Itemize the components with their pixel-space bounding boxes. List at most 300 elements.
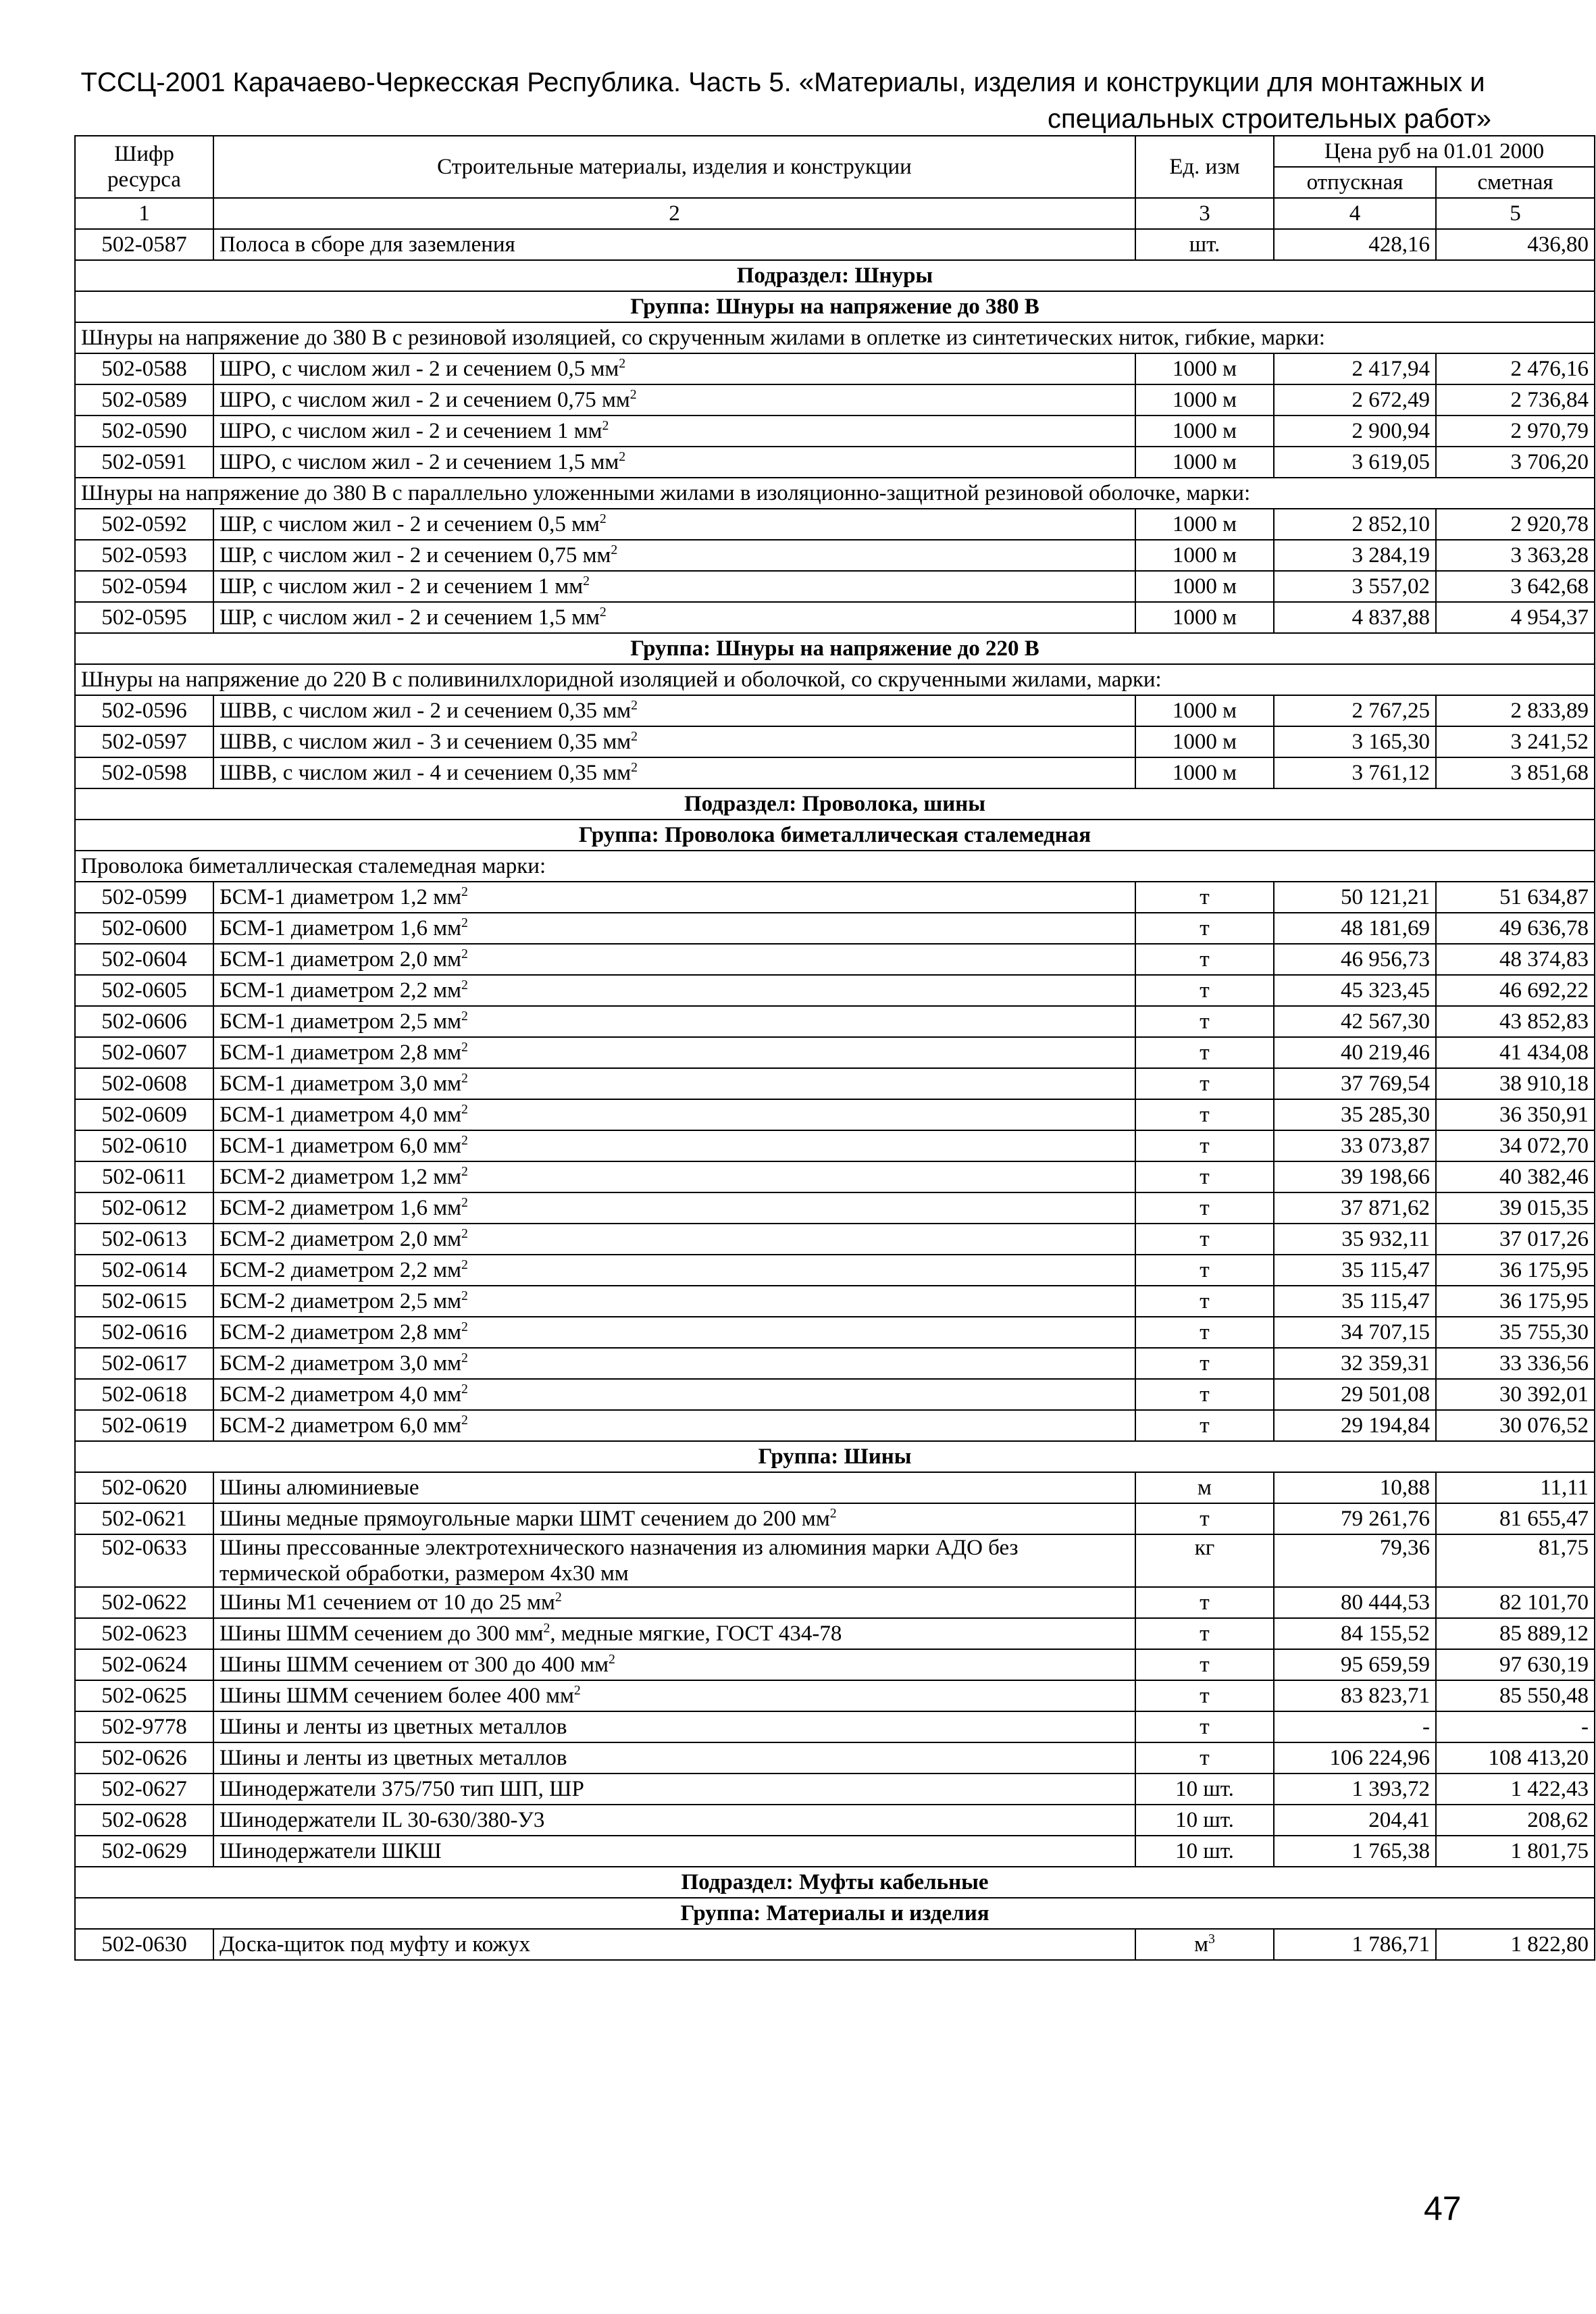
unit-of-measure (1135, 913, 1274, 944)
unit-of-measure (1135, 1711, 1274, 1742)
col-index-1: 1 (75, 198, 213, 229)
material-name (213, 1929, 1135, 1960)
material-name-text: ШВВ, с числом жил - 3 и сечением 0,35 мм (220, 730, 632, 754)
table-row (75, 1317, 1595, 1348)
resource-code: 502-0597 (75, 726, 213, 757)
unit-of-measure (1135, 1099, 1274, 1130)
table-row (75, 1255, 1595, 1286)
estimate-price: 2 476,16 (1436, 353, 1595, 384)
unit-of-measure (1135, 229, 1274, 260)
release-price: 40 219,46 (1274, 1037, 1436, 1068)
table-row (75, 1680, 1595, 1711)
release-price: 95 659,59 (1274, 1649, 1436, 1680)
unit-of-measure (1135, 602, 1274, 633)
unit-superscript: 2 (543, 1621, 550, 1636)
unit-superscript: 2 (461, 1288, 468, 1303)
unit-text: 1000 м (1172, 730, 1237, 754)
release-price: 48 181,69 (1274, 913, 1436, 944)
unit-of-measure (1135, 416, 1274, 447)
table-row (75, 1410, 1595, 1441)
release-price: 35 115,47 (1274, 1255, 1436, 1286)
release-price: 35 932,11 (1274, 1224, 1436, 1255)
table-row (75, 571, 1595, 602)
unit-text: 1000 м (1172, 512, 1237, 536)
unit-text: т (1200, 947, 1210, 972)
table-row (75, 353, 1595, 384)
material-name-text: БСМ-2 диаметром 6,0 мм (220, 1413, 462, 1438)
unit-of-measure (1135, 353, 1274, 384)
table-row (75, 1774, 1595, 1805)
material-name-text: БСМ-2 диаметром 2,0 мм (220, 1227, 462, 1251)
unit-text: 1000 м (1172, 605, 1237, 630)
unit-of-measure (1135, 1680, 1274, 1711)
unit-text: т (1200, 1621, 1210, 1646)
group-title: Группа: Проволока биметаллическая сталемедная (75, 820, 1595, 851)
unit-of-measure (1135, 1774, 1274, 1805)
unit-text: шт. (1189, 232, 1220, 257)
material-name-text: ШР, с числом жил - 2 и сечением 0,5 мм (220, 512, 600, 536)
group-row (75, 1441, 1595, 1472)
release-price: 34 707,15 (1274, 1317, 1436, 1348)
resource-code: 502-0628 (75, 1805, 213, 1836)
table-row (75, 384, 1595, 416)
unit-of-measure (1135, 1742, 1274, 1774)
unit-text: 10 шт. (1175, 1808, 1234, 1832)
unit-superscript: 2 (461, 1195, 468, 1210)
col-header-estimate: сметная (1436, 167, 1595, 198)
material-name-text: БСМ-1 диаметром 3,0 мм (220, 1072, 462, 1096)
material-name (213, 602, 1135, 633)
subsection-row (75, 1867, 1595, 1898)
estimate-price: 436,80 (1436, 229, 1595, 260)
release-price: 50 121,21 (1274, 882, 1436, 913)
release-price: 2 900,94 (1274, 416, 1436, 447)
table-row (75, 602, 1595, 633)
group-description: Шнуры на напряжение до 220 В с поливинилхлоридной изоляцией и оболочкой, со скрученными жилами, марки: (75, 664, 1595, 695)
material-name (213, 1130, 1135, 1161)
material-name-text: БСМ-2 диаметром 2,2 мм (220, 1258, 462, 1282)
material-name (213, 1649, 1135, 1680)
estimate-price: 41 434,08 (1436, 1037, 1595, 1068)
unit-text: т (1200, 1165, 1210, 1189)
material-name-text: Шины и ленты из цветных металлов (220, 1746, 567, 1770)
estimate-price: 85 889,12 (1436, 1618, 1595, 1649)
unit-superscript: 2 (609, 1652, 615, 1667)
material-name-text: ШРО, с числом жил - 2 и сечением 1 мм (220, 419, 602, 443)
material-name (213, 695, 1135, 726)
unit-text: 1000 м (1172, 357, 1237, 381)
material-name (213, 1006, 1135, 1037)
unit-of-measure (1135, 384, 1274, 416)
table-row (75, 1286, 1595, 1317)
unit-text: т (1200, 1351, 1210, 1376)
unit-text: т (1200, 1715, 1210, 1739)
unit-of-measure (1135, 1224, 1274, 1255)
unit-of-measure (1135, 1805, 1274, 1836)
estimate-price: 49 636,78 (1436, 913, 1595, 944)
release-price: 29 194,84 (1274, 1410, 1436, 1441)
unit-superscript: 2 (631, 760, 638, 775)
material-name-text: БСМ-2 диаметром 1,2 мм (220, 1165, 462, 1189)
unit-superscript: 2 (461, 915, 468, 930)
unit-text: т (1200, 1684, 1210, 1708)
table-row (75, 1379, 1595, 1410)
unit-superscript: 2 (619, 449, 626, 464)
estimate-price: 1 822,80 (1436, 1929, 1595, 1960)
estimate-price: 38 910,18 (1436, 1068, 1595, 1099)
unit-superscript: 2 (611, 543, 618, 557)
unit-superscript: 2 (461, 884, 468, 899)
material-name (213, 416, 1135, 447)
material-name (213, 1503, 1135, 1534)
col-header-price: Цена руб на 01.01 2000 (1274, 136, 1595, 167)
resource-code: 502-0592 (75, 509, 213, 540)
release-price: 79,36 (1274, 1534, 1436, 1587)
release-price: 37 769,54 (1274, 1068, 1436, 1099)
material-name-text: Шины ШММ сечением более 400 мм (220, 1684, 574, 1708)
resource-code: 502-0610 (75, 1130, 213, 1161)
table-row (75, 726, 1595, 757)
resource-code: 502-0618 (75, 1379, 213, 1410)
description-row (75, 478, 1595, 509)
col-header-unit: Ед. изм (1135, 136, 1274, 198)
table-row (75, 1534, 1595, 1587)
release-price: 3 619,05 (1274, 447, 1436, 478)
resource-code: 502-0619 (75, 1410, 213, 1441)
unit-text: т (1200, 1103, 1210, 1127)
unit-text: 1000 м (1172, 419, 1237, 443)
release-price: 1 786,71 (1274, 1929, 1436, 1960)
subsection-title: Подраздел: Проволока, шины (75, 788, 1595, 820)
unit-text: 1000 м (1172, 761, 1237, 785)
material-name (213, 1534, 1135, 1587)
release-price: 3 165,30 (1274, 726, 1436, 757)
unit-superscript: 2 (573, 1683, 581, 1698)
table-row (75, 1037, 1595, 1068)
unit-superscript: 2 (461, 1164, 468, 1179)
unit-text: 1000 м (1172, 388, 1237, 412)
unit-superscript: 2 (461, 1102, 468, 1117)
col-index-2: 2 (213, 198, 1135, 229)
material-name (213, 1224, 1135, 1255)
unit-of-measure (1135, 1472, 1274, 1503)
resource-code: 502-9778 (75, 1711, 213, 1742)
estimate-price: 46 692,22 (1436, 975, 1595, 1006)
material-name-text: БСМ-2 диаметром 2,5 мм (220, 1289, 462, 1313)
estimate-price: 33 336,56 (1436, 1348, 1595, 1379)
unit-of-measure (1135, 1503, 1274, 1534)
material-name (213, 447, 1135, 478)
price-table (74, 135, 1595, 1961)
estimate-price: 43 852,83 (1436, 1006, 1595, 1037)
unit-of-measure (1135, 1255, 1274, 1286)
material-name-suffix: , медные мягкие, ГОСТ 434-78 (550, 1621, 842, 1646)
group-description: Шнуры на напряжение до 380 В с параллельно уложенными жилами в изоляционно-защитной резиновой оболочке, марки: (75, 478, 1595, 509)
unit-text: т (1200, 1590, 1210, 1615)
unit-of-measure (1135, 757, 1274, 788)
group-row (75, 633, 1595, 664)
material-name (213, 540, 1135, 571)
estimate-price: 51 634,87 (1436, 882, 1595, 913)
material-name-text: ШВВ, с числом жил - 4 и сечением 0,35 мм (220, 761, 632, 785)
estimate-price: 97 630,19 (1436, 1649, 1595, 1680)
unit-of-measure (1135, 882, 1274, 913)
unit-of-measure (1135, 1130, 1274, 1161)
page-number: 47 (1424, 2190, 1462, 2228)
estimate-price: 3 363,28 (1436, 540, 1595, 571)
material-name-text: Шины ШММ сечением от 300 до 400 мм (220, 1653, 609, 1677)
table-row (75, 1099, 1595, 1130)
unit-text: 10 шт. (1175, 1839, 1234, 1863)
estimate-price: 82 101,70 (1436, 1587, 1595, 1618)
unit-of-measure (1135, 944, 1274, 975)
material-name (213, 1587, 1135, 1618)
table-row (75, 1161, 1595, 1192)
release-price: 2 767,25 (1274, 695, 1436, 726)
material-name-text: БСМ-2 диаметром 1,6 мм (220, 1196, 462, 1220)
estimate-price: 2 970,79 (1436, 416, 1595, 447)
release-price: 29 501,08 (1274, 1379, 1436, 1410)
table-row (75, 1472, 1595, 1503)
estimate-price: 30 392,01 (1436, 1379, 1595, 1410)
unit-of-measure (1135, 975, 1274, 1006)
unit-text: т (1200, 1653, 1210, 1677)
resource-code: 502-0609 (75, 1099, 213, 1130)
resource-code: 502-0605 (75, 975, 213, 1006)
unit-superscript: 2 (461, 1009, 468, 1024)
table-row (75, 882, 1595, 913)
unit-text: т (1200, 1009, 1210, 1034)
unit-superscript: 2 (461, 1133, 468, 1148)
unit-superscript: 2 (829, 1506, 837, 1521)
estimate-price: 1 422,43 (1436, 1774, 1595, 1805)
material-name-text: Шины ШММ сечением до 300 мм (220, 1621, 544, 1646)
unit-of-measure (1135, 447, 1274, 478)
unit-superscript: 2 (599, 511, 607, 526)
resource-code: 502-0589 (75, 384, 213, 416)
estimate-price: 30 076,52 (1436, 1410, 1595, 1441)
material-name (213, 757, 1135, 788)
estimate-price: 40 382,46 (1436, 1161, 1595, 1192)
unit-text: т (1200, 1289, 1210, 1313)
unit-text: т (1200, 1258, 1210, 1282)
release-price: 42 567,30 (1274, 1006, 1436, 1037)
col-index-3: 3 (1135, 198, 1274, 229)
release-price: 1 393,72 (1274, 1774, 1436, 1805)
table-body (75, 229, 1595, 1960)
material-name-text: Шины прессованные электротехнического назначения из алюминия марки АДО без термической обработки, размером 4х30 мм (220, 1536, 1019, 1586)
table-row (75, 1929, 1595, 1960)
material-name-text: БСМ-1 диаметром 2,0 мм (220, 947, 462, 972)
unit-of-measure (1135, 1068, 1274, 1099)
material-name (213, 1680, 1135, 1711)
table-row (75, 1224, 1595, 1255)
unit-of-measure (1135, 1317, 1274, 1348)
unit-superscript: 2 (461, 978, 468, 992)
group-description: Проволока биметаллическая сталемедная марки: (75, 851, 1595, 882)
material-name (213, 1410, 1135, 1441)
unit-text: 1000 м (1172, 699, 1237, 723)
release-price: 3 284,19 (1274, 540, 1436, 571)
unit-superscript: 2 (619, 356, 626, 371)
unit-of-measure (1135, 1836, 1274, 1867)
unit-superscript: 2 (631, 698, 638, 713)
subsection-title: Подраздел: Шнуры (75, 260, 1595, 291)
material-name (213, 1618, 1135, 1649)
material-name (213, 1099, 1135, 1130)
unit-text: т (1200, 1413, 1210, 1438)
col-header-release: отпускная (1274, 167, 1436, 198)
estimate-price: 3 851,68 (1436, 757, 1595, 788)
material-name (213, 1286, 1135, 1317)
unit-text: кг (1194, 1536, 1215, 1560)
resource-code: 502-0617 (75, 1348, 213, 1379)
material-name (213, 1711, 1135, 1742)
estimate-price: 2 736,84 (1436, 384, 1595, 416)
release-price: 39 198,66 (1274, 1161, 1436, 1192)
release-price: 35 115,47 (1274, 1286, 1436, 1317)
unit-of-measure (1135, 1006, 1274, 1037)
resource-code: 502-0593 (75, 540, 213, 571)
unit-of-measure (1135, 1379, 1274, 1410)
release-price: 106 224,96 (1274, 1742, 1436, 1774)
header-line-2: специальных строительных работ» (1048, 104, 1491, 134)
resource-code: 502-0607 (75, 1037, 213, 1068)
unit-of-measure (1135, 1534, 1274, 1587)
table-row (75, 1742, 1595, 1774)
unit-superscript: 2 (461, 1226, 468, 1241)
unit-of-measure (1135, 1161, 1274, 1192)
unit-text: т (1200, 1507, 1210, 1531)
unit-superscript: 2 (461, 1382, 468, 1397)
material-name (213, 1192, 1135, 1224)
unit-text: т (1200, 885, 1210, 909)
resource-code: 502-0614 (75, 1255, 213, 1286)
description-row (75, 322, 1595, 353)
estimate-price: 48 374,83 (1436, 944, 1595, 975)
release-price: 84 155,52 (1274, 1618, 1436, 1649)
material-name-text: БСМ-2 диаметром 3,0 мм (220, 1351, 462, 1376)
release-price: 33 073,87 (1274, 1130, 1436, 1161)
estimate-price: 108 413,20 (1436, 1742, 1595, 1774)
resource-code: 502-0596 (75, 695, 213, 726)
table-row (75, 1711, 1595, 1742)
table-row (75, 1836, 1595, 1867)
unit-superscript: 2 (461, 1319, 468, 1334)
material-name-text: БСМ-2 диаметром 2,8 мм (220, 1320, 462, 1344)
document-header (74, 64, 1491, 137)
unit-text: т (1200, 916, 1210, 940)
group-title: Группа: Шнуры на напряжение до 380 В (75, 291, 1595, 322)
estimate-price: 36 350,91 (1436, 1099, 1595, 1130)
column-index-row (75, 198, 1595, 229)
table-row (75, 447, 1595, 478)
subsection-title: Подраздел: Муфты кабельные (75, 1867, 1595, 1898)
estimate-price: 85 550,48 (1436, 1680, 1595, 1711)
unit-text: т (1200, 1746, 1210, 1770)
table-row (75, 1503, 1595, 1534)
material-name-text: Доска-щиток под муфту и кожух (220, 1932, 531, 1957)
material-name-text: ШРО, с числом жил - 2 и сечением 0,75 мм (220, 388, 630, 412)
resource-code: 502-0598 (75, 757, 213, 788)
unit-text: 10 шт. (1175, 1777, 1234, 1801)
resource-code: 502-0606 (75, 1006, 213, 1037)
release-price: 32 359,31 (1274, 1348, 1436, 1379)
unit-text: 1000 м (1172, 450, 1237, 474)
estimate-price: 4 954,37 (1436, 602, 1595, 633)
unit-of-measure (1135, 1348, 1274, 1379)
unit-superscript: 2 (461, 1351, 468, 1365)
release-price: 46 956,73 (1274, 944, 1436, 975)
table-row (75, 1348, 1595, 1379)
material-name-text: Шинодержатели ШКШ (220, 1839, 442, 1863)
material-name (213, 509, 1135, 540)
estimate-price: 36 175,95 (1436, 1286, 1595, 1317)
unit-of-measure (1135, 509, 1274, 540)
group-title: Группа: Материалы и изделия (75, 1898, 1595, 1929)
material-name-text: Шины и ленты из цветных металлов (220, 1715, 567, 1739)
unit-of-measure (1135, 1192, 1274, 1224)
material-name-text: Шинодержатели 375/750 тип ШП, ШР (220, 1777, 584, 1801)
table-row (75, 1649, 1595, 1680)
material-name-text: БСМ-1 диаметром 6,0 мм (220, 1134, 462, 1158)
resource-code: 502-0622 (75, 1587, 213, 1618)
material-name (213, 1742, 1135, 1774)
resource-code: 502-0612 (75, 1192, 213, 1224)
material-name (213, 353, 1135, 384)
resource-code: 502-0616 (75, 1317, 213, 1348)
group-row (75, 291, 1595, 322)
resource-code: 502-0600 (75, 913, 213, 944)
release-price: 10,88 (1274, 1472, 1436, 1503)
unit-text: т (1200, 1134, 1210, 1158)
material-name (213, 1774, 1135, 1805)
table-row (75, 416, 1595, 447)
material-name-text: ШР, с числом жил - 2 и сечением 1,5 мм (220, 605, 600, 630)
unit-of-measure (1135, 1286, 1274, 1317)
estimate-price: 3 706,20 (1436, 447, 1595, 478)
estimate-price: 37 017,26 (1436, 1224, 1595, 1255)
resource-code: 502-0625 (75, 1680, 213, 1711)
material-name (213, 882, 1135, 913)
material-name (213, 1161, 1135, 1192)
estimate-price: 11,11 (1436, 1472, 1595, 1503)
material-name-text: ШР, с числом жил - 2 и сечением 1 мм (220, 574, 584, 599)
table-row (75, 1006, 1595, 1037)
release-price: 2 672,49 (1274, 384, 1436, 416)
material-name (213, 571, 1135, 602)
unit-of-measure (1135, 726, 1274, 757)
resource-code: 502-0608 (75, 1068, 213, 1099)
unit-text: т (1200, 1320, 1210, 1344)
unit-superscript: 2 (602, 418, 609, 433)
estimate-price: 36 175,95 (1436, 1255, 1595, 1286)
resource-code: 502-0623 (75, 1618, 213, 1649)
resource-code: 502-0624 (75, 1649, 213, 1680)
estimate-price: 2 833,89 (1436, 695, 1595, 726)
estimate-price: 2 920,78 (1436, 509, 1595, 540)
unit-of-measure (1135, 1929, 1274, 1960)
header-line-1: ТССЦ-2001 Карачаево-Черкесская Республика. Часть 5. «Материалы, изделия и конструкции для монтажных и (80, 68, 1485, 97)
table-row (75, 757, 1595, 788)
material-name-text: Полоса в сборе для заземления (220, 232, 515, 257)
table-row (75, 1618, 1595, 1649)
table-row (75, 540, 1595, 571)
material-name-text: БСМ-1 диаметром 1,2 мм (220, 885, 462, 909)
release-price: 83 823,71 (1274, 1680, 1436, 1711)
unit-text: т (1200, 1072, 1210, 1096)
unit-text: т (1200, 1196, 1210, 1220)
